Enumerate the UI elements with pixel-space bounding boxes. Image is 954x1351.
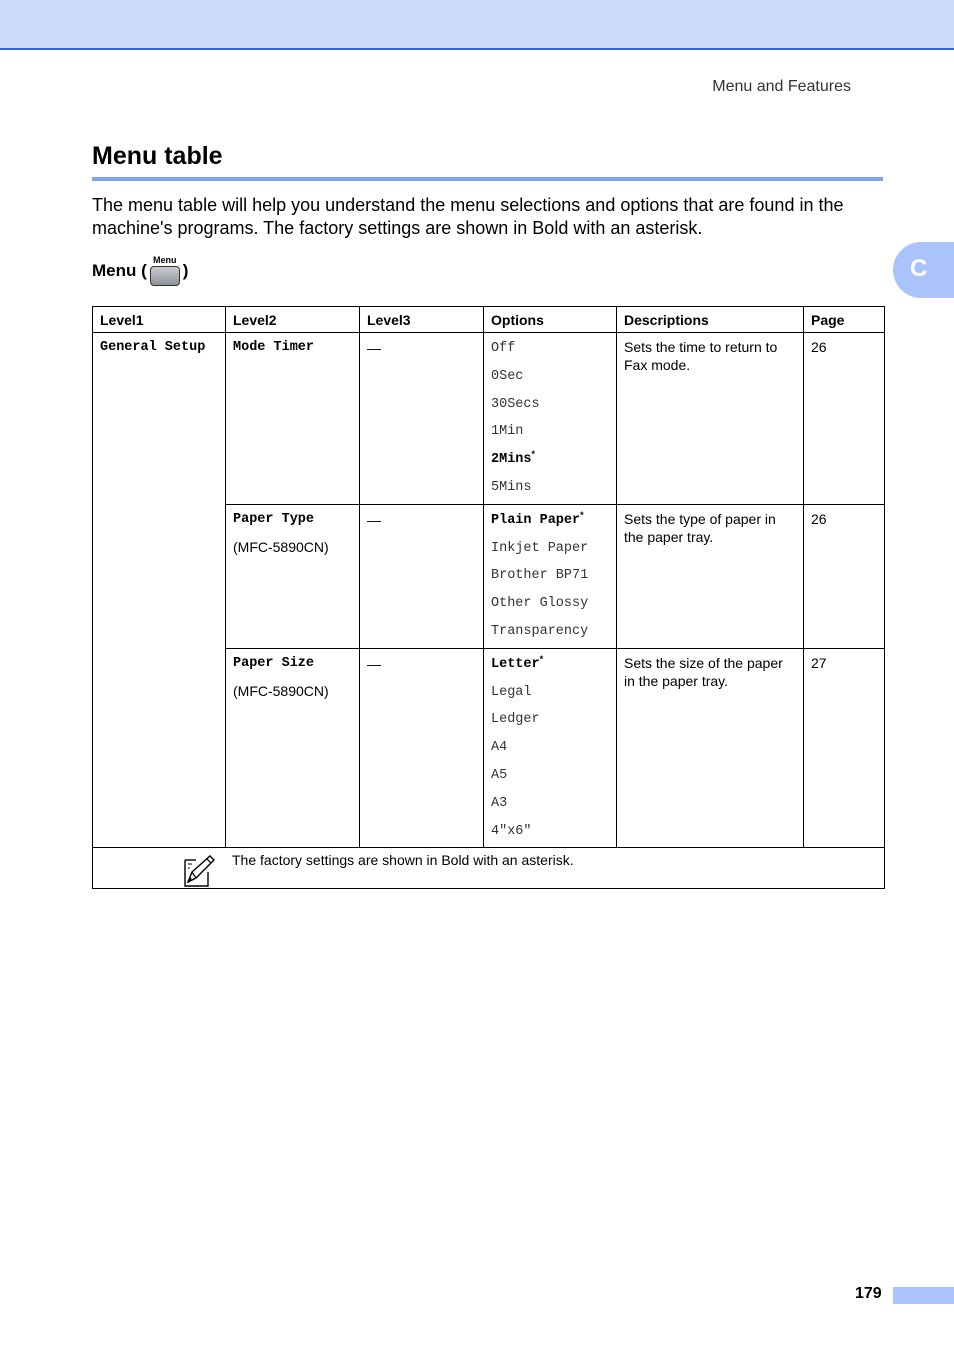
col-header-descriptions: Descriptions [617,307,804,333]
col-header-level3: Level3 [360,307,484,333]
menu-key-button-shape [150,266,180,286]
option-item: Transparency [491,623,589,639]
page-header-band [0,0,954,50]
col-header-options: Options [484,307,617,333]
col-header-level2: Level2 [226,307,360,333]
option-item: 1Min [491,424,524,440]
level3-cell [360,504,484,648]
page-ref-cell: 27 [804,648,885,848]
option-item: Other Glossy [491,596,589,612]
page-title: Menu table [92,142,223,170]
page-ref-cell: 26 [804,504,885,648]
description-cell: Sets the type of paper in the paper tray. [617,504,804,648]
level3-value: — [367,340,381,356]
menu-heading-prefix: Menu ( [92,261,147,280]
menu-key-icon [150,256,180,286]
page-ref-cell: 26 [804,333,885,505]
level1-label: General Setup [100,340,206,355]
model-note: (MFC-5890CN) [233,682,329,699]
level3-value: — [367,511,381,528]
options-cell [484,333,617,505]
description-cell: Sets the size of the paper in the paper tray. [617,648,804,848]
option-item: Inkjet Paper [491,540,589,556]
option-item: 30Secs [491,396,540,412]
option-item-default: Letter* [491,653,544,672]
option-item: Ledger [491,712,540,728]
option-item-default: 2Mins* [491,449,536,468]
option-item-default: Plain Paper* [491,509,584,528]
level2-label: Paper Type [233,511,315,527]
level1-cell [93,333,226,848]
page-number: 179 [855,1285,882,1302]
level2-label: Mode Timer [233,340,315,355]
menu-table [92,306,885,889]
chapter-tab [893,242,954,298]
option-item: 5Mins [491,479,532,495]
level3-cell [360,333,484,505]
option-item: Legal [491,684,532,700]
description-cell: Sets the time to return to Fax mode. [617,333,804,505]
table-row [93,333,885,505]
title-rule [92,177,883,181]
default-asterisk: * [539,653,544,664]
option-item: A3 [491,795,508,811]
note-pencil-icon [182,854,216,888]
option-item: Brother BP71 [491,568,589,584]
col-header-level1: Level1 [93,307,226,333]
model-note: (MFC-5890CN) [233,538,329,555]
level2-cell [226,504,360,648]
option-item: A5 [491,767,508,783]
note-text: The factory settings are shown in Bold with an asterisk. [232,852,574,869]
options-cell [484,504,617,648]
note-cell [93,848,885,889]
default-asterisk: * [531,449,536,460]
option-item: 0Sec [491,368,524,384]
level2-label: Paper Size [233,655,315,671]
col-header-page: Page [804,307,885,333]
level3-cell [360,648,484,848]
intro-paragraph: The menu table will help you understand the menu selections and options that are found in the machine's programs. The factory settings are shown in Bold with an asterisk. [92,195,844,238]
option-item: 4"x6" [491,823,532,839]
menu-heading-suffix: ) [182,261,189,280]
level2-cell [226,333,360,505]
level3-value: — [367,655,381,672]
option-item: Off [491,341,516,356]
level2-cell [226,648,360,848]
default-asterisk: * [580,509,584,520]
menu-key-caption: Menu [153,255,177,265]
chapter-tab-label: C [910,255,928,282]
note-row [93,848,885,889]
menu-heading [92,256,188,286]
option-item: A4 [491,740,508,756]
footer-band [893,1287,954,1304]
table-header-row [93,307,885,333]
options-cell [484,648,617,848]
running-header: Menu and Features [712,78,851,95]
